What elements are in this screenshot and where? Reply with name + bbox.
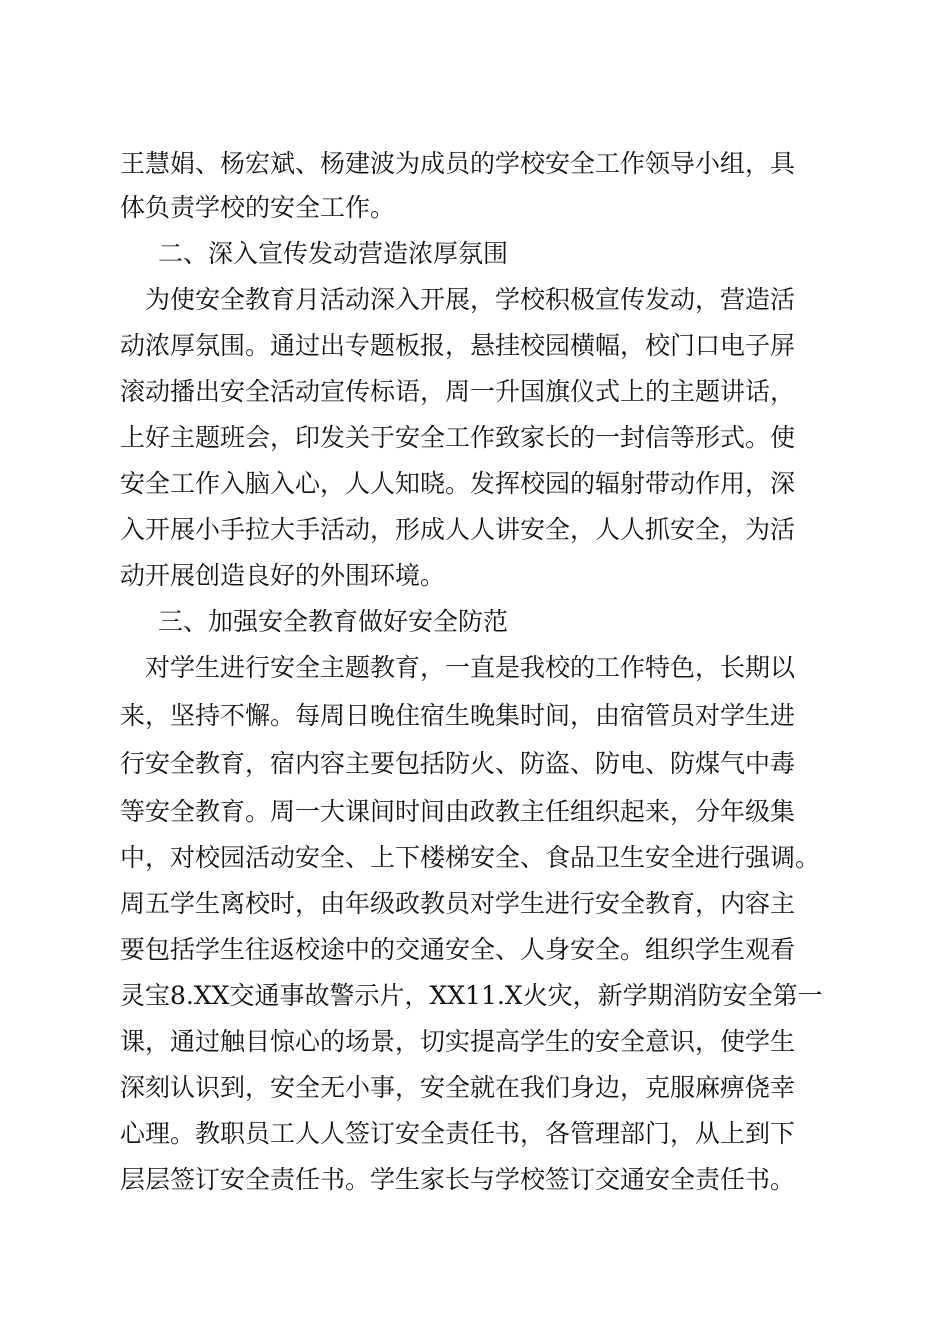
paragraph-line: 动开展创造良好的外围环境。	[120, 561, 446, 590]
paragraph-line: 体负责学校的安全工作。	[120, 193, 396, 222]
paragraph-line: 滚动播出安全活动宣传标语，周一升国旗仪式上的主题讲话，	[120, 377, 796, 406]
paragraph-line: 王慧娟、杨宏斌、杨建波为成员的学校安全工作领导小组，具	[120, 149, 796, 178]
paragraph-line: 心理。教职员工人人签订安全责任书，各管理部门，从上到下	[120, 1119, 796, 1148]
paragraph-line: 入开展小手拉大手活动，形成人人讲安全，人人抓安全，为活	[120, 515, 796, 544]
paragraph-line: 等安全教育。周一大课间时间由政教主任组织起来，分年级集	[120, 797, 796, 826]
paragraph-line: 对学生进行安全主题教育，一直是我校的工作特色，长期以	[120, 653, 796, 682]
paragraph-line: 来，坚持不懈。每周日晚住宿生晚集时间，由宿管员对学生进	[120, 701, 796, 730]
paragraph-line: 上好主题班会，印发关于安全工作致家长的一封信等形式。使	[120, 423, 796, 452]
paragraph-line: 周五学生离校时，由年级政教员对学生进行安全教育，内容主	[120, 889, 796, 918]
paragraph-line: 为使安全教育月活动深入开展，学校积极宣传发动，营造活	[120, 285, 796, 314]
paragraph-line: 层层签订安全责任书。学生家长与学校签订交通安全责任书。	[120, 1165, 796, 1194]
paragraph-line: 行安全教育，宿内容主要包括防火、防盗、防电、防煤气中毒	[120, 749, 796, 778]
section-heading-3: 三、加强安全教育做好安全防范	[158, 607, 509, 636]
paragraph-line: 动浓厚氛围。通过出专题板报，悬挂校园横幅，校门口电子屏	[120, 331, 796, 360]
paragraph-line: 要包括学生往返校途中的交通安全、人身安全。组织学生观看	[120, 935, 796, 964]
section-heading-2: 二、深入宣传发动营造浓厚氛围	[158, 239, 509, 268]
paragraph-line: 深刻认识到，安全无小事，安全就在我们身边，克服麻痹侥幸	[120, 1073, 796, 1102]
paragraph-line: 课，通过触目惊心的场景，切实提高学生的安全意识，使学生	[120, 1027, 796, 1056]
paragraph-line: 安全工作入脑入心，人人知晓。发挥校园的辐射带动作用，深	[120, 469, 796, 498]
paragraph-line: 灵宝8.XX交通事故警示片，XX11.X火灾，新学期消防安全第一	[120, 981, 823, 1010]
paragraph-line: 中，对校园活动安全、上下楼梯安全、食品卫生安全进行强调。	[120, 843, 821, 872]
